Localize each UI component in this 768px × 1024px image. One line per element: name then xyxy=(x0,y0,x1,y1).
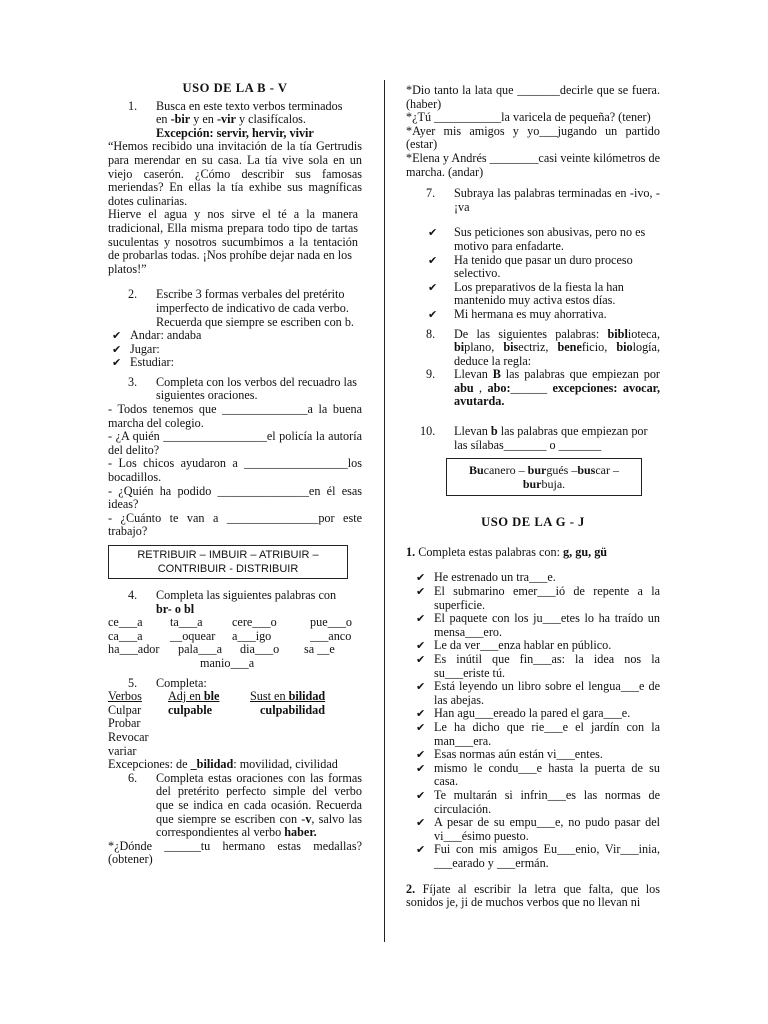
question-9: 9. Llevan B las palabras que empiezan por abu , abo:______ excepciones: avocar, avutarda. xyxy=(426,367,660,409)
question-6: 6. Completa estas oraciones con las formas del pretérito perfecto simple del verbo que se indica en cada ocasión. Recuerda que siempre se escriben con -v, salvo las correspondientes al verbo haber. xyxy=(128,770,363,840)
list-item: ✔ Andar: andaba xyxy=(112,328,202,343)
g-items-list xyxy=(406,571,660,870)
list-item: ✔ Los preparativos de la fiesta la han mantenido muy activa estos días. xyxy=(428,279,624,308)
checkmark-icon: ✔ xyxy=(112,356,122,370)
fill-line: *¿Dónde ______tu hermano estas medallas? (obtener) xyxy=(108,838,362,867)
checkmark-icon: ✔ xyxy=(416,680,426,694)
list-item: ✔ Está leyendo un libro sobre el lengua___e de las abejas. xyxy=(416,679,660,707)
list-item: ✔ Estudiar: xyxy=(112,355,175,370)
checkmark-icon: ✔ xyxy=(416,816,426,830)
checkmark-icon: ✔ xyxy=(416,843,426,857)
checkmark-icon: ✔ xyxy=(416,653,426,666)
section-title-g-j: USO DE LA G - J xyxy=(481,515,585,530)
fill-line: - ¿A quién _________________el policía la autoría del delito? xyxy=(108,429,362,457)
checkmark-icon: ✔ xyxy=(112,329,122,343)
checkmark-icon: ✔ xyxy=(428,253,438,267)
question-1: 1. Busca en este texto verbos terminados en -bir y en -vir y clasifícalos. Excepción: servir, hervir, vivir xyxy=(108,100,362,141)
checkmark-icon: ✔ xyxy=(428,307,438,321)
fill-line: - ¿Cuánto te van a _______________por este trabajo? xyxy=(108,510,362,539)
paragraph-text-3: platos!” xyxy=(108,261,147,276)
fill-line: *Dio tanto la lata que _______decirle que se fuera. (haber) xyxy=(406,83,660,111)
exceptions-line: Excepciones: de _bilidad: movilidad, civilidad xyxy=(108,757,338,772)
question-3: 3. Completa con los verbos del recuadro las siguientes oraciones. xyxy=(128,374,358,403)
list-item: ✔ Esas normas aún están vi___entes. xyxy=(416,747,603,762)
checkmark-icon: ✔ xyxy=(416,788,426,802)
g-question-2: 2. Fíjate al escribir la letra que falta, que los sonidos je, ji de muchos verbos que no llevan ni xyxy=(406,881,660,910)
checkmark-icon: ✔ xyxy=(416,761,426,775)
word-row: ce___a ta___a cere___o pue___o xyxy=(108,615,352,630)
list-item: ✔ Le ha dicho que rie___e el jardín con la man___era. xyxy=(416,719,660,748)
paragraph-text: “Hemos recibido una invitación de la tía Gertrudis para merendar en su casa. La tía vive sola en un viejo caserón. ¿Cómo describir sus famosas meriendas? En ellas la tía exhibe sus magníficas dotes culinarias. xyxy=(108,139,362,208)
checkmark-icon: ✔ xyxy=(416,639,426,653)
checkmark-icon: ✔ xyxy=(416,748,426,762)
question-10: 10. Llevan b las palabras que empiezan por las sílabas_______ o _______ xyxy=(420,424,648,452)
checkmark-icon: ✔ xyxy=(416,612,426,626)
verb-box: RETRIBUIR – IMBUIR – ATRIBUIR – CONTRIBUIR - DISTRIBUIR xyxy=(108,545,348,579)
list-item: ✔ Es inútil que fin___as: la idea nos la su___eriste tú. xyxy=(416,652,660,680)
column-divider xyxy=(384,80,385,942)
paragraph-text-2: Hierve el agua y nos sirve el té a la manera tradicional, Ella misma prepara todo tipo de tartas suculentas y nosotros sucumbimos a la tentación de probarlas todas. ¡Nos prohíbe dejar nada en los xyxy=(108,207,358,263)
list-item: ✔ mismo le condu___e hasta la puerta de su casa. xyxy=(416,760,660,789)
fill-line: *¿Tú ___________la varicela de pequeña? (tener) xyxy=(406,110,651,125)
checkmark-icon: ✔ xyxy=(428,280,438,294)
fill-line: - ¿Quién ha podido _______________en él esas ideas? xyxy=(108,483,362,512)
question-7: 7. Subraya las palabras terminadas en -ivo, -¡va xyxy=(426,186,660,214)
question-5: 5. Completa: xyxy=(128,675,207,690)
list-item: ✔ El paquete con los ju___etes lo ha traído un mensa___ero. xyxy=(416,611,660,639)
checkmark-icon: ✔ xyxy=(416,585,426,599)
word-row: manio___a xyxy=(200,655,255,670)
list-item: ✔ Fui con mis amigos Eu___enio, Vir___inia, ___earado y ___ermán. xyxy=(416,842,660,870)
exception-note: Excepción: servir, hervir, vivir xyxy=(156,125,314,140)
fill-line: - Los chicos ayudaron a _________________los bocadillos. xyxy=(108,456,362,485)
list-item: ✔ Mi hermana es muy ahorrativa. xyxy=(428,306,607,321)
checkmark-icon: ✔ xyxy=(416,720,426,734)
checkmark-icon: ✔ xyxy=(112,342,122,356)
list-item: ✔ A pesar de su empu___e, no pudo pasar del vi___ésimo puesto. xyxy=(416,815,660,843)
question-2: 2. Escribe 3 formas verbales del pretérito imperfecto de indicativo de cada verbo. Recuerda que siempre se escriben con b. xyxy=(128,287,354,329)
left-column xyxy=(108,82,362,867)
example-words-box: Bucanero – burgués –buscar – burbuja. xyxy=(446,458,642,496)
list-item: ✔ Han agu___ereado la pared el gara___e. xyxy=(416,706,631,721)
list-item: ✔ Ha tenido que pasar un duro proceso selectivo. xyxy=(428,252,633,281)
word-table: Verbos Adj en ble Sust en bilidad Culpar culpable culpabilidad Probar Revocar variar xyxy=(108,689,326,758)
g-question-1: 1. Completa estas palabras con: g, gu, gü xyxy=(406,544,608,559)
question-4: 4. Completa las siguientes palabras con br- o bl xyxy=(128,588,337,616)
list-item: ✔ He estrenado un tra___e. xyxy=(416,570,556,585)
list-item: ✔ El submarino emer___ió de repente a la superficie. xyxy=(416,584,660,612)
list-item: ✔ Sus peticiones son abusivas, pero no es motivo para enfadarte. xyxy=(428,225,646,253)
right-column xyxy=(406,84,660,910)
question-8: 8. De las siguientes palabras: biblioteca, biplano, bisectriz, beneficio, biología, deduce la regla: xyxy=(426,326,661,368)
fill-line: *Ayer mis amigos y yo___jugando un partido (estar) xyxy=(406,123,660,152)
word-row: ha___ador pala___a dia___o sa __e xyxy=(108,642,335,657)
section-title-b-v: USO DE LA B - V xyxy=(182,81,288,95)
checkmark-icon: ✔ xyxy=(416,707,426,721)
fill-line: *Elena y Andrés ________casi veinte kilómetros de marcha. (andar) xyxy=(406,150,660,179)
fill-line: - Todos tenemos que ______________a la buena marcha del colegio. xyxy=(108,402,362,430)
list-item: ✔ Te multarán si infrin___es las normas de circulación. xyxy=(416,787,660,816)
checkmark-icon: ✔ xyxy=(428,226,438,240)
checkmark-icon: ✔ xyxy=(416,571,426,585)
list-item: ✔ Jugar: xyxy=(112,341,160,356)
word-row: ca___a __oquear a___igo ___anco xyxy=(108,628,352,643)
list-item: ✔ Le da ver___enza hablar en público. xyxy=(416,638,612,653)
